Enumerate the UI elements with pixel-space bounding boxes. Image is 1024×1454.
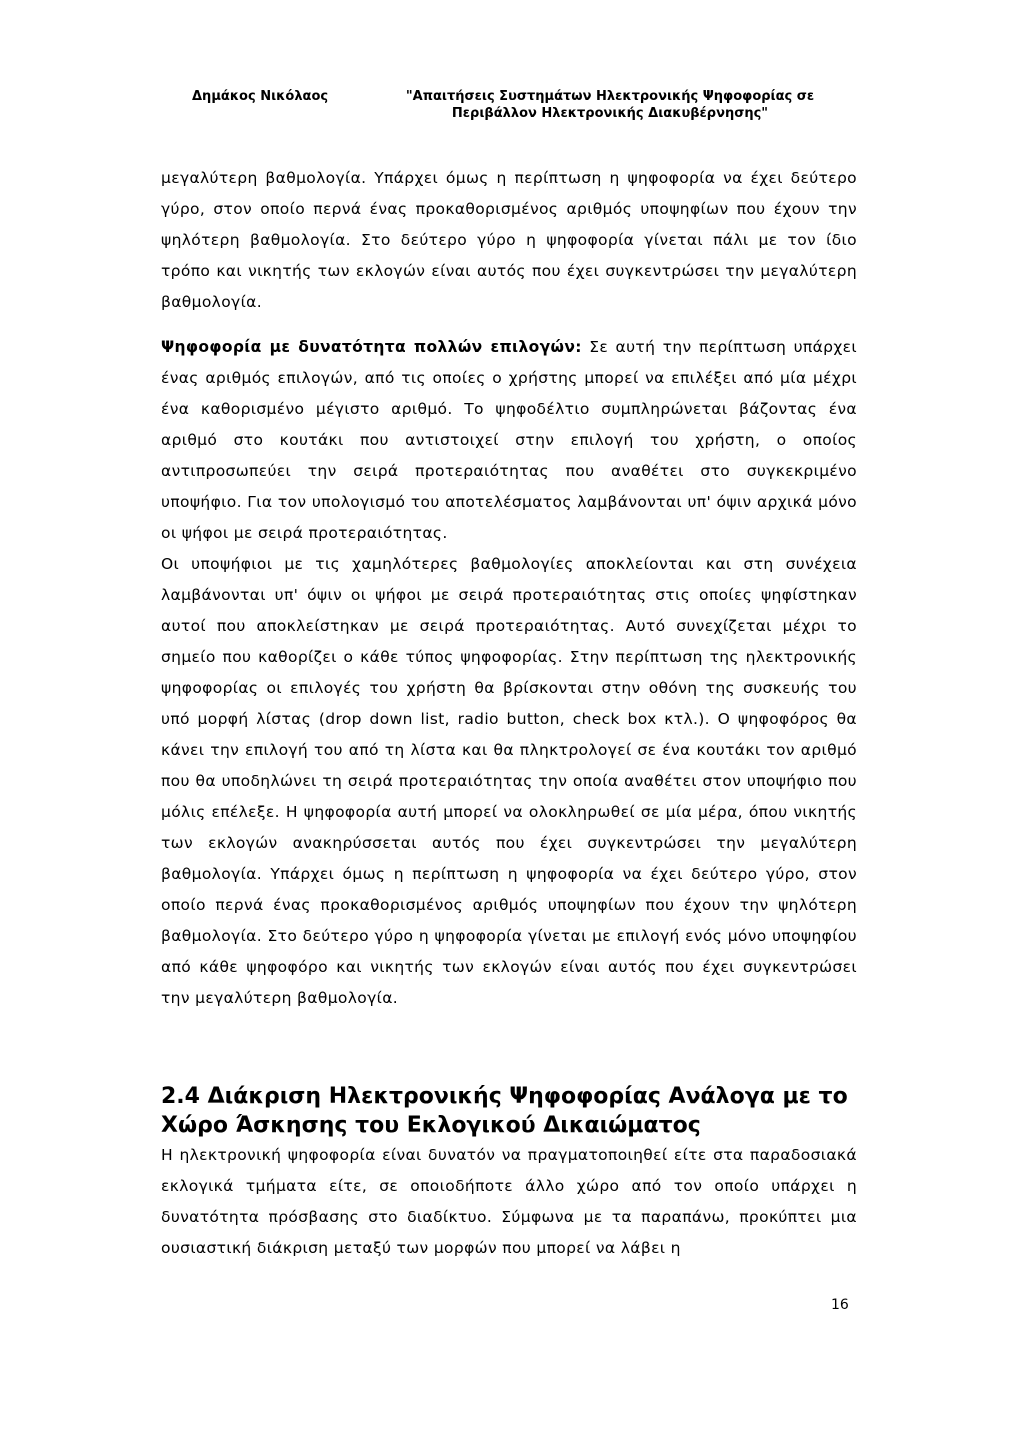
body-text	[161, 163, 857, 1014]
paragraph-1: μεγαλύτερη βαθμολογία. Υπάρχει όμως η περίπτωση η ψηφοφορία να έχει δεύτερο γύρο, στον οποίο περνά ένας προκαθορισμένος αριθμός υποψηφίων που έχουν την ψηλότερη βαθμολογία. Στο δεύτερο γύρο η ψηφοφορία γίνεται πάλι με τον ίδιο τρόπο και νικητής των εκλογών είναι αυτός που έχει συγκεντρώσει την μεγαλύτερη βαθμολογία.	[161, 169, 857, 311]
paragraph-3: Οι υποψήφιοι με τις χαμηλότερες βαθμολογίες αποκλείονται και στη συνέχεια λαμβάνονται υπ' όψιν οι ψήφοι με σειρά προτεραιότητας στις οποίες ψηφίστηκαν αυτοί που αποκλείστηκαν με σειρά προτεραιότητας. Αυτό συνεχίζεται μέχρι το σημείο που καθορίζει ο κάθε τύπος ψηφοφορίας. Στην περίπτωση της ηλεκτρονικής ψηφοφορίας οι επιλογές του χρήστη θα βρίσκονται στην οθόνη της συσκευής του υπό μορφή λίστας (drop down list, radio button, check box κτλ.). Ο ψηφοφόρος θα κάνει την επιλογή του από τη λίστα και θα πληκτρολογεί σε ένα κουτάκι τον αριθμό που θα υποδηλώνει τη σειρά προτεραιότητας την οποία αναθέτει στον υποψήφιο που μόλις επέλεξε. Η ψηφοφορία αυτή μπορεί να ολοκληρωθεί σε μία μέρα, όπου νικητής των εκλογών ανακηρύσσεται αυτός που έχει συγκεντρώσει την μεγαλύτερη βαθμολογία. Υπάρχει όμως η περίπτωση η ψηφοφορία να έχει δεύτερο γύρο, στον οποίο περνά ένας προκαθορισμένος αριθμός υποψηφίων που έχουν την ψηλότερη βαθμολογία. Στο δεύτερο γύρο η ψηφοφορία γίνεται με επιλογή ενός μόνο υποψηφίου από κάθε ψηφοφόρο και νικητής των εκλογών είναι αυτός που έχει συγκεντρώσει την μεγαλύτερη βαθμολογία.	[161, 555, 857, 1007]
page-number: 16	[831, 1297, 849, 1313]
paragraph-2	[161, 332, 857, 549]
paragraph-2-text: Σε αυτή την περίπτωση υπάρχει ένας αριθμός επιλογών, από τις οποίες ο χρήστης μπορεί να επιλέξει από μία μέχρι ένα καθορισμένο μέγιστο αριθμό. Το ψηφοδέλτιο συμπληρώνεται βάζοντας ένα αριθμό στο κουτάκι που αντιστοιχεί στην επιλογή του χρήστη, ο οποίος αντιπροσωπεύει την σειρά προτεραιότητας που αναθέτει στο συγκεκριμένο υποψήφιο. Για τον υπολογισμό του αποτελέσματος λαμβάνονται υπ' όψιν αρχικά μόνο οι ψήφοι με σειρά προτεραιότητας.	[161, 338, 857, 542]
section-heading: 2.4 Διάκριση Ηλεκτρονικής Ψηφοφορίας Ανάλογα με το Χώρο Άσκησης του Εκλογικού Δικαιώματος	[161, 1084, 848, 1138]
term-multiple-choice-voting: Ψηφοφορία με δυνατότητα πολλών επιλογών:	[161, 338, 582, 356]
header-title: "Απαιτήσεις Συστημάτων Ηλεκτρονικής Ψηφοφορίας σε Περιβάλλον Ηλεκτρονικής Διακυβέρνησης"	[405, 89, 815, 121]
header-author: Δημάκος Νικόλαος	[192, 89, 329, 104]
section-paragraph: Η ηλεκτρονική ψηφοφορία είναι δυνατόν να πραγματοποιηθεί είτε στα παραδοσιακά εκλογικά τμήματα είτε, σε οποιοδήποτε άλλο χώρο από τον οποίο υπάρχει η δυνατότητα πρόσβασης στο διαδίκτυο. Σύμφωνα με τα παραπάνω, προκύπτει μια ουσιαστική διάκριση μεταξύ των μορφών που μπορεί να λάβει η	[161, 1146, 857, 1257]
